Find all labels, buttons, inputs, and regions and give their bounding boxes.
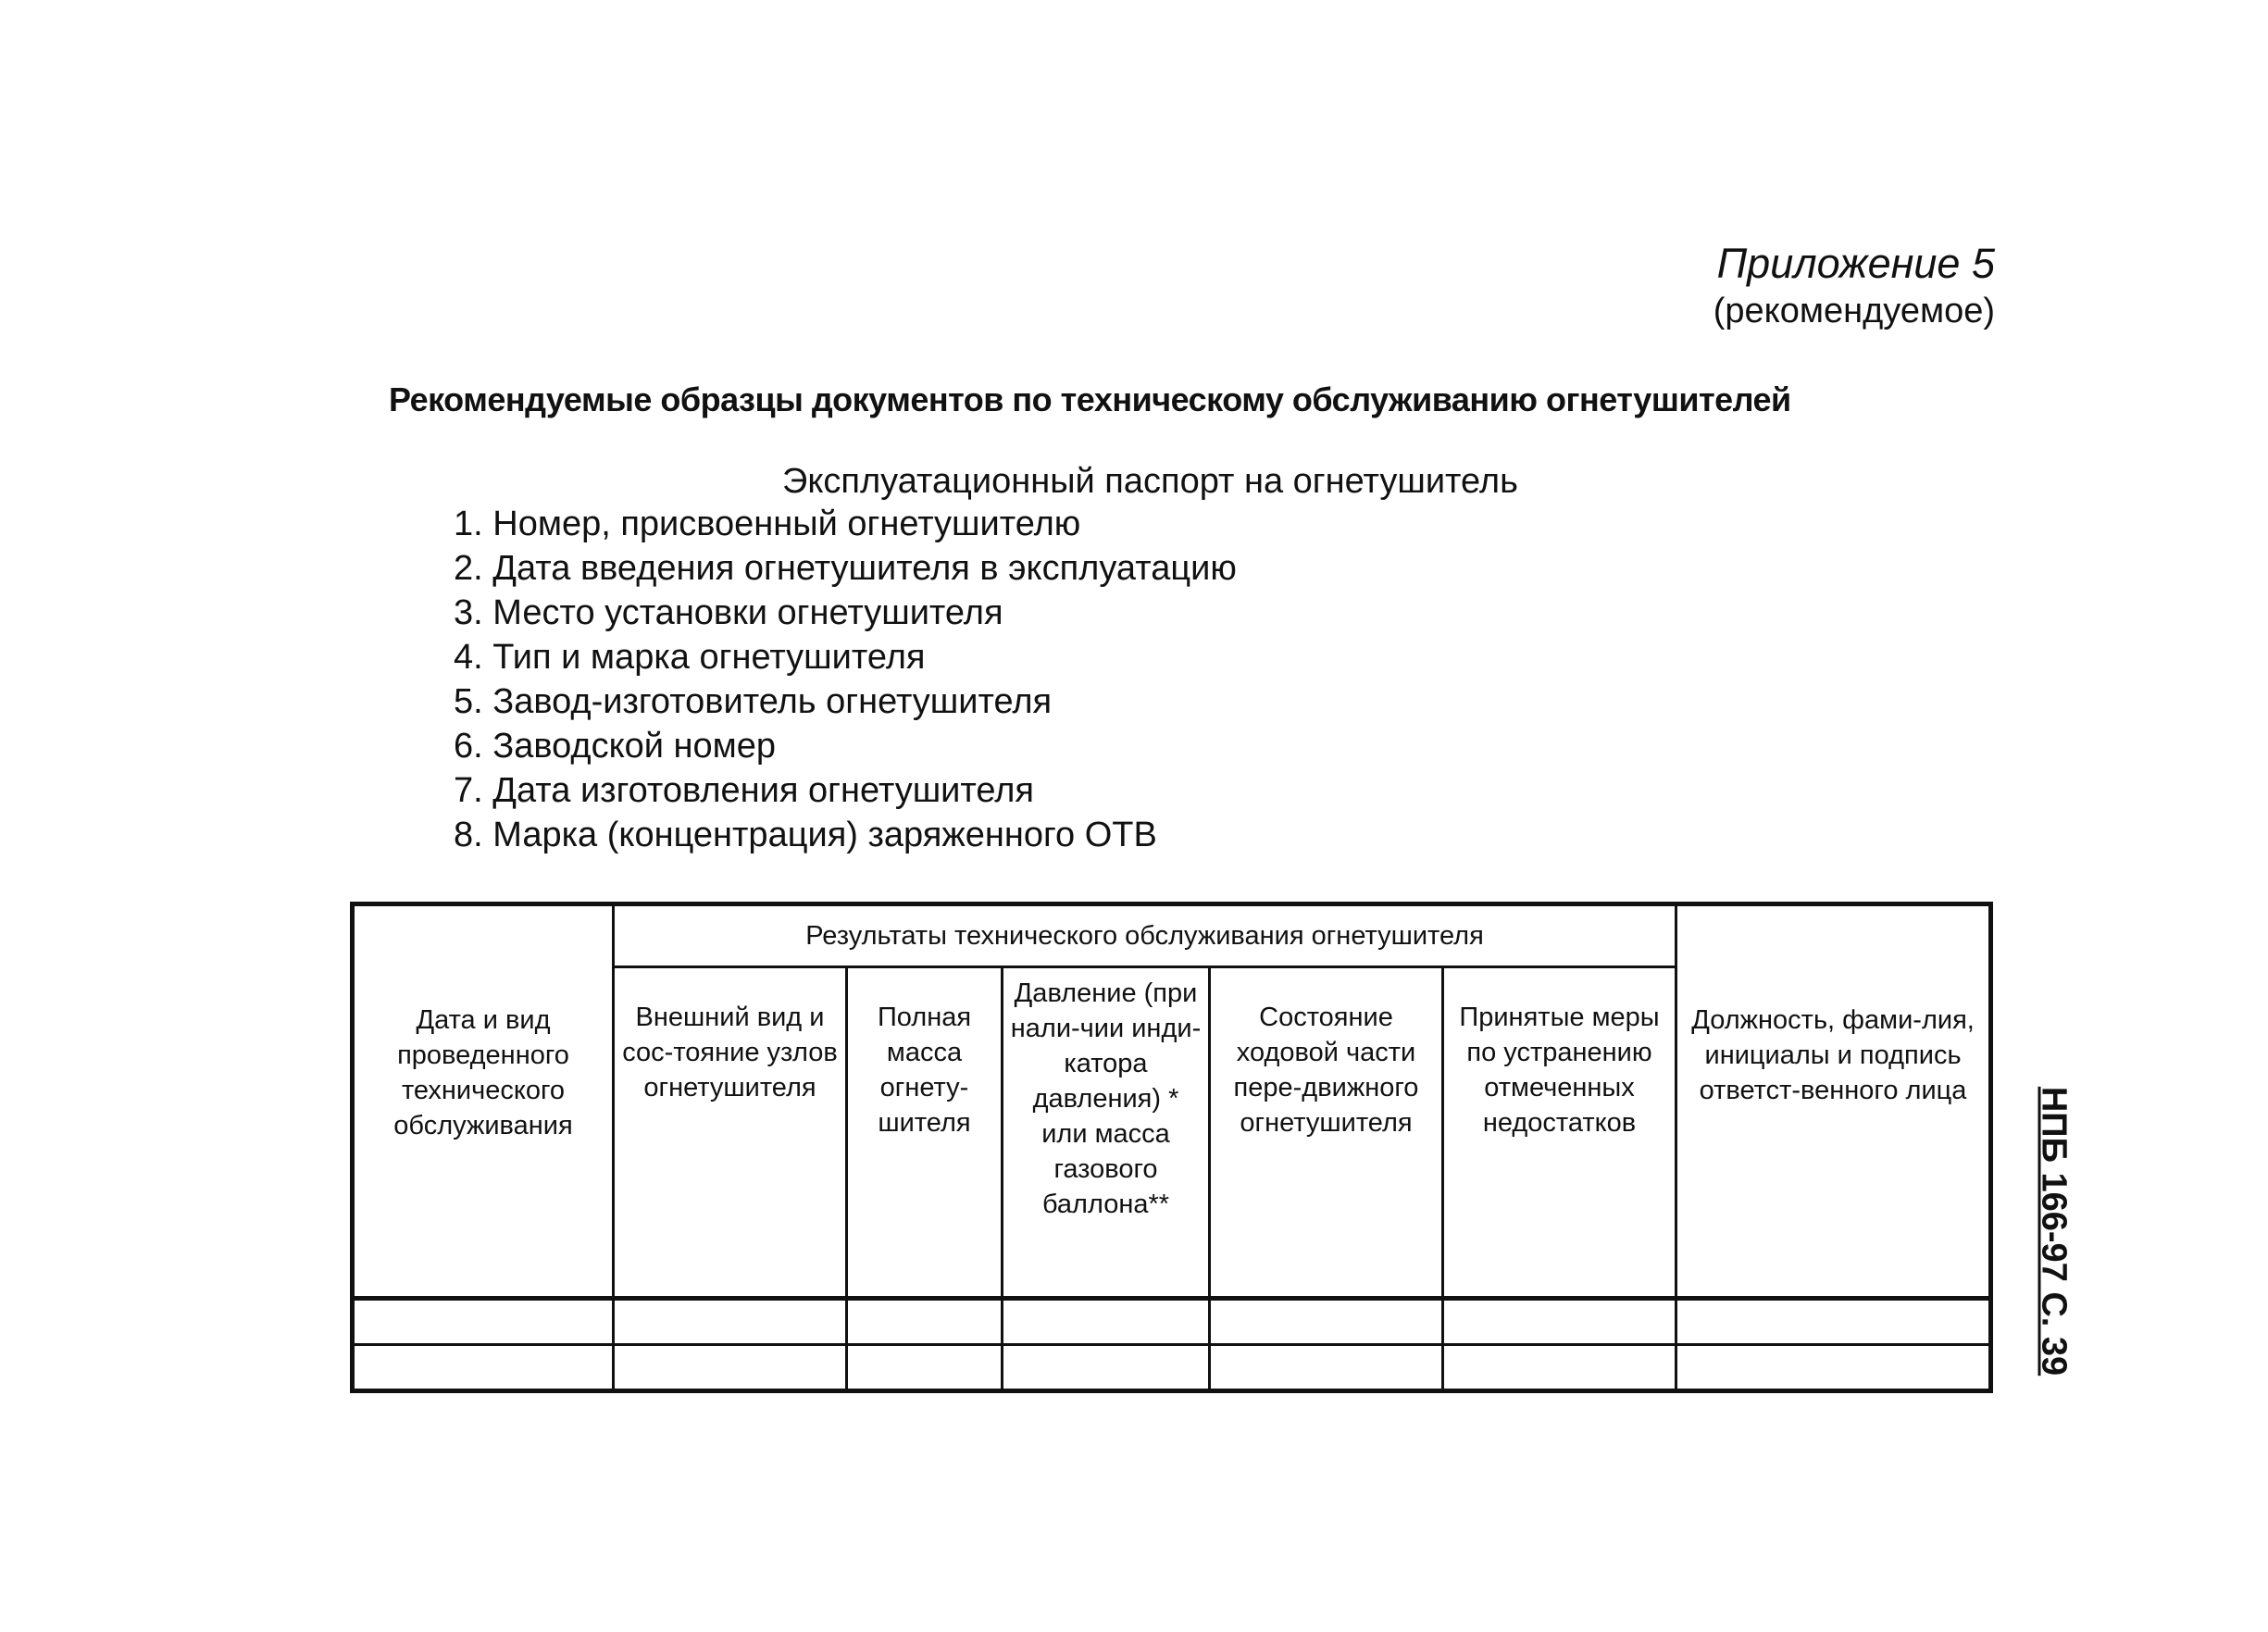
table-cell[interactable] [614,1345,847,1391]
passport-list [454,502,1237,857]
header-responsible-person: Должность, фами-лия, инициалы и подпись ответст-венного лица [1676,904,1991,1299]
list-item: 5. Завод-изготовитель огнетушителя [454,682,1053,721]
table-cell[interactable] [614,1299,847,1345]
header-chassis-state: Состояние ходовой части пере-движного огнетушителя [1210,967,1443,1299]
header-full-mass: Полная масса огнету-шителя [847,967,1003,1299]
list-item: 4. Тип и марка огнетушителя [454,638,926,677]
list-item: 2. Дата введения огнетушителя в эксплуатацию [454,549,1237,588]
document-heading: Рекомендуемые образцы документов по техническому обслуживанию огнетушителей [389,380,1791,418]
table-cell[interactable] [353,1299,614,1345]
list-item: 6. Заводской номер [454,727,777,766]
header-measures-taken: Принятые меры по устранению отмеченных недостатков [1443,967,1676,1299]
header-appearance: Внешний вид и сос-тояние узлов огнетушителя [614,967,847,1299]
passport-title: Эксплуатационный паспорт на огнетушитель [782,462,1518,501]
table-row [353,1299,1991,1345]
appendix-title: Приложение 5 [1716,240,1995,287]
list-item: 8. Марка (концентрация) заряженного ОТВ [454,816,1157,854]
list-item: 3. Место установки огнетушителя [454,593,1003,632]
document-code-label: НПБ 166-97 С. 39 [2034,1086,2074,1377]
table-cell[interactable] [353,1345,614,1391]
list-item: 1. Номер, присвоенный огнетушителю [454,505,1081,543]
table-cell[interactable] [1210,1345,1443,1391]
table-cell[interactable] [1443,1299,1676,1345]
table-cell[interactable] [1443,1345,1676,1391]
header-date-type: Дата и вид проведенного технического обслуживания [353,904,614,1299]
appendix-subtitle: (рекомендуемое) [1713,292,1995,330]
header-results-group: Результаты технического обслуживания огнетушителя [614,904,1676,967]
table-row [353,1345,1991,1391]
table-cell[interactable] [1003,1299,1210,1345]
table-cell[interactable] [1676,1299,1991,1345]
table-cell[interactable] [847,1345,1003,1391]
service-log-table [350,902,1993,1393]
header-pressure: Давление (при нали-чии инди-катора давления) * или масса газового баллона** [1003,967,1210,1299]
table-cell[interactable] [1676,1345,1991,1391]
list-item: 7. Дата изготовления огнетушителя [454,771,1034,810]
table-cell[interactable] [1210,1299,1443,1345]
side-document-code [2025,1055,2081,1407]
table-cell[interactable] [1003,1345,1210,1391]
table-cell[interactable] [847,1299,1003,1345]
